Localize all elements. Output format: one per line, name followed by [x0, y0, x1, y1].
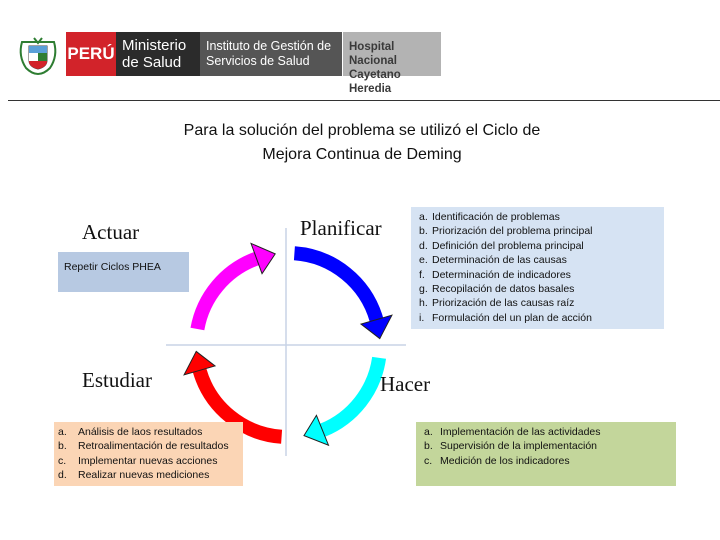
estudiar-step: d. Realizar nuevas mediciones	[58, 469, 210, 482]
hospital-line-2: Cayetano Heredia	[349, 69, 401, 95]
phase-label-actuar: Actuar	[82, 220, 140, 244]
phase-label-planificar: Planificar	[300, 216, 382, 240]
planificar-steps-list	[419, 210, 664, 325]
hacer-step: c. Medición de los indicadores	[424, 454, 570, 467]
hospital-line-1: Hospital Nacional	[349, 41, 397, 67]
instituto-line-2: Servicios de Salud	[206, 54, 310, 68]
hacer-step: a. Implementación de las actividades	[424, 426, 601, 438]
phase-label-hacer: Hacer	[380, 372, 431, 396]
ministerio-line-2: de Salud	[122, 54, 182, 71]
planificar-box	[411, 207, 664, 329]
planificar-step: h. Priorización de las causas raíz	[419, 297, 575, 310]
hacer-step: b. Supervisión de la implementación	[424, 440, 598, 453]
actuar-box	[58, 252, 189, 292]
estudiar-steps-list	[58, 425, 243, 483]
actuar-box-text: Repetir Ciclos PHEA	[64, 261, 161, 273]
planificar-step: d. Definición del problema principal	[419, 239, 584, 252]
cycle-arrow-planificar	[294, 253, 376, 319]
title-line-2: Mejora Continua de Deming	[262, 146, 462, 163]
planificar-step: i. Formulación del un plan de acción	[419, 311, 592, 324]
hacer-box	[416, 422, 676, 486]
planificar-step: b. Priorización del problema principal	[419, 225, 593, 238]
peru-label: PERÚ	[67, 44, 115, 63]
phase-label-estudiar: Estudiar	[82, 368, 152, 392]
cycle-arrow-actuar	[197, 259, 256, 329]
instituto-line-1: Instituto de Gestión de	[206, 39, 332, 53]
estudiar-box	[54, 422, 243, 486]
ministerio-line-1: Ministerio	[122, 37, 187, 54]
planificar-step: f. Determinación de indicadores	[419, 268, 571, 281]
estudiar-step: c. Implementar nuevas acciones	[58, 454, 218, 467]
title-line-1: Para la solución del problema se utilizó el Ciclo de	[183, 122, 541, 139]
cycle-arrow-hacer	[322, 358, 379, 430]
estudiar-step: b. Retroalimentación de resultados	[58, 440, 229, 453]
planificar-step: g. Recopilación de datos basales	[419, 283, 575, 296]
estudiar-step: a. Análisis de laos resultados	[58, 426, 203, 438]
planificar-step: a. Identificación de problemas	[419, 211, 560, 223]
planificar-step: e. Determinación de las causas	[419, 254, 567, 267]
hacer-steps-list	[424, 425, 676, 468]
